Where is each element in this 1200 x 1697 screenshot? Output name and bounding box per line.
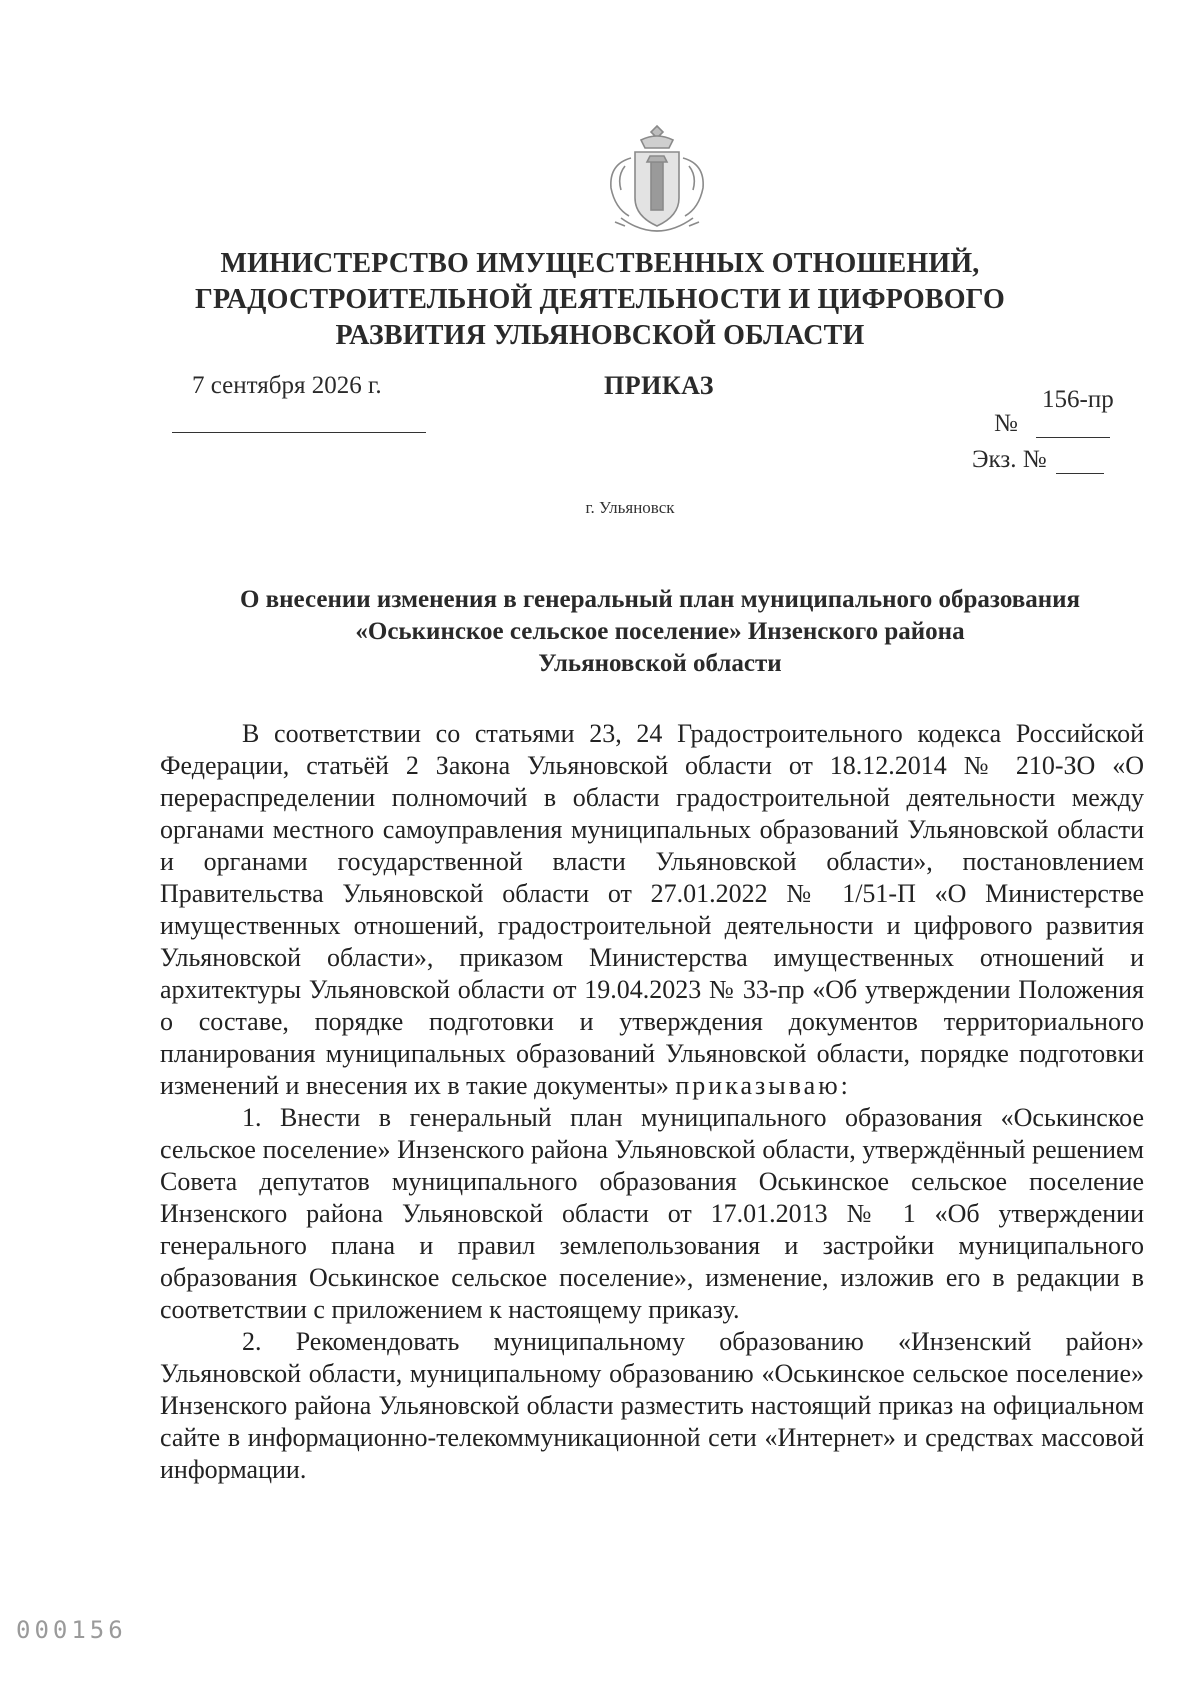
order-number-underline <box>1036 437 1110 438</box>
date-underline <box>172 432 426 433</box>
subject-line-2: «Оськинское сельское поселение» Инзенского района <box>355 618 965 645</box>
preamble-text: В соответствии со статьями 23, 24 Градостроительного кодекса Российской Федерации, статьёй 2 Закона Ульяновской области от 18.12.2014 № 210-ЗО «О перераспределении полномочий в области градостроительной деятельности между органами местного самоуправления муниципальных образований Ульяновской области и органами государственной власти Ульяновской области», постановлением Правительства Ульяновской области от 27.01.2022 № 1/51-П «О Министерстве имущественных отношений, градостроительной деятельности и цифрового развития Ульяновской области», приказом Министерства имущественных отношений и архитектуры Ульяновской области от 19.04.2023 № 33-пр «Об утверждении Положения о составе, порядке подготовки и утверждения документов территориального планирования муниципальных образований Ульяновской области, порядке подготовки изменений и внесения их в такие документы» <box>160 719 1144 1100</box>
order-date: 7 сентября 2026 г. <box>192 372 382 399</box>
ministry-line-3: РАЗВИТИЯ УЛЬЯНОВСКОЙ ОБЛАСТИ <box>335 320 865 351</box>
preamble-paragraph <box>160 718 1144 1102</box>
subject-line-1: О внесении изменения в генеральный план муниципального образования <box>239 586 1081 613</box>
copy-number-underline <box>1056 473 1104 474</box>
ministry-line-1: МИНИСТЕРСТВО ИМУЩЕСТВЕННЫХ ОТНОШЕНИЙ, <box>220 248 980 279</box>
ministry-name <box>0 246 1200 354</box>
copy-number-label: Экз. № <box>972 446 1047 473</box>
stamp-number: 000156 <box>16 1616 127 1644</box>
item-2-paragraph: 2. Рекомендовать муниципальному образованию «Инзенский район» Ульяновской области, муниципальному образованию «Оськинское сельское поселение» Инзенского района Ульяновской области разместить настоящий приказ на официальном сайте в информационно-телекоммуникационной сети «Интернет» и средствах массовой информации. <box>160 1327 1144 1484</box>
order-body <box>160 718 1144 1486</box>
order-subject <box>110 584 1200 680</box>
document-type: ПРИКАЗ <box>604 371 715 400</box>
order-word: приказываю: <box>675 1071 851 1100</box>
subject-line-3: Ульяновской области <box>538 650 782 677</box>
item-1-paragraph: 1. Внести в генеральный план муниципального образования «Оськинское сельское поселение» Инзенского района Ульяновской области, утверждённый решением Совета депутатов муниципального образования Оськинское сельское поселение Инзенского района Ульяновской области от 17.01.2013 № 1 «Об утверждении генерального плана и правил землепользования и застройки муниципального образования Оськинское сельское поселение», изменение, изложив его в редакции в соответствии с приложением к настоящему приказу. <box>160 1103 1144 1324</box>
ulyanovsk-coat-of-arms-icon <box>601 122 713 242</box>
ministry-line-2: ГРАДОСТРОИТЕЛЬНОЙ ДЕЯТЕЛЬНОСТИ И ЦИФРОВОГО <box>195 284 1005 315</box>
order-number: 156-пр <box>1042 386 1114 413</box>
city: г. Ульяновск <box>585 498 675 517</box>
order-number-label: № <box>994 410 1018 437</box>
